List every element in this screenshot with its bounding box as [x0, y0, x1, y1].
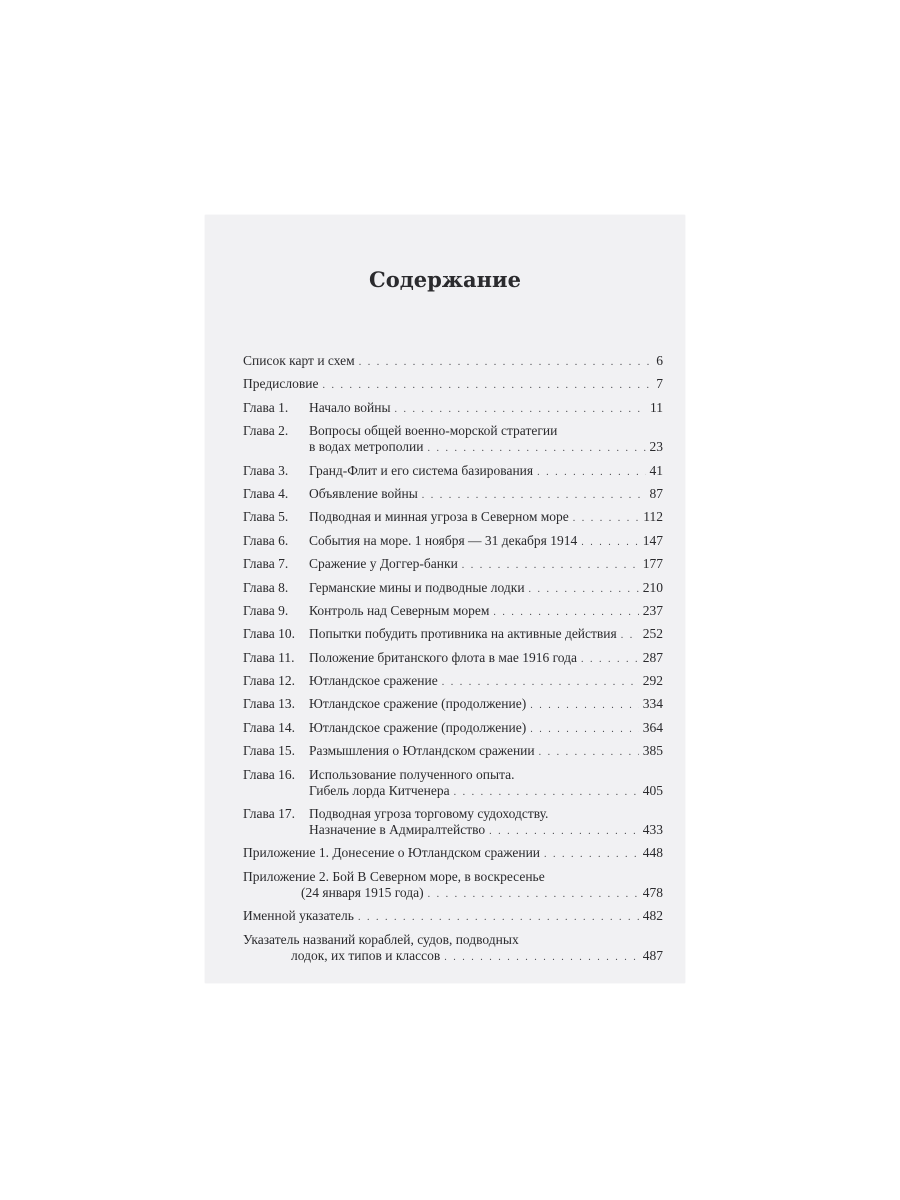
toc-page-number: 7 [656, 376, 663, 392]
toc-page-number: 252 [642, 626, 663, 642]
toc-entry-title: Вопросы общей военно-морской стратегии [309, 423, 558, 439]
toc-entry-title: Приложение 1. Донесение о Ютландском сражении [243, 845, 541, 861]
chapter-label: Глава 16. [243, 766, 295, 782]
toc-entry-title: Размышления о Ютландском сражении [309, 743, 535, 759]
chapter-label: Глава 12. [243, 673, 295, 689]
toc-page-number: 405 [642, 782, 663, 798]
dot-leader [489, 824, 639, 840]
chapter-label: Глава 3. [243, 462, 289, 478]
chapter-label: Глава 11. [243, 649, 295, 665]
toc-entry-title-cont: в водах метрополии [309, 439, 424, 455]
toc-entry [243, 869, 663, 901]
toc-page-number: 11 [650, 399, 663, 415]
toc-entry [243, 932, 663, 964]
toc-page-number: 6 [656, 353, 663, 368]
toc-entry [243, 650, 663, 666]
toc-entry [243, 509, 663, 525]
toc-entry [243, 673, 663, 689]
toc-page-number: 147 [642, 532, 663, 548]
toc-entry-title: Ютландское сражение [309, 673, 438, 689]
dot-leader [395, 402, 646, 418]
toc-entry [243, 580, 663, 596]
dot-leader [427, 441, 645, 457]
toc-entry [243, 556, 663, 572]
dot-leader [358, 910, 639, 926]
table-of-contents [243, 353, 663, 971]
toc-entry-title-cont: лодок, их типов и классов [291, 947, 441, 963]
toc-entry-title: Объявление войны [309, 485, 418, 501]
toc-entry-title: Ютландское сражение (продолжение) [309, 696, 527, 712]
toc-entry-title: Приложение 2. Бой В Северном море, в воскресенье [243, 868, 545, 884]
dot-leader [539, 745, 639, 761]
toc-entry [243, 696, 663, 712]
toc-entry-title: Указатель названий кораблей, судов, подводных [243, 931, 519, 947]
chapter-label: Глава 13. [243, 696, 295, 712]
toc-entry-title: Список карт и схем [243, 353, 355, 368]
toc-page-number: 364 [642, 719, 663, 735]
toc-entry-title: Использование полученного опыта. [309, 766, 515, 782]
toc-page-number: 41 [649, 462, 663, 478]
dot-leader [544, 847, 639, 863]
toc-entry [243, 743, 663, 759]
toc-entry-title: Гранд-Флит и его система базирования [309, 462, 534, 478]
toc-entry [243, 767, 663, 799]
toc-entry-title-cont: (24 января 1915 года) [301, 884, 424, 900]
toc-entry [243, 626, 663, 642]
toc-entry [243, 720, 663, 736]
chapter-label: Глава 1. [243, 399, 289, 415]
chapter-label: Глава 2. [243, 423, 289, 439]
dot-leader [529, 582, 639, 598]
toc-entry-title: Контроль над Северным морем [309, 602, 490, 618]
toc-page-number: 87 [649, 485, 663, 501]
chapter-label: Глава 10. [243, 626, 295, 642]
toc-entry-title: Положение британского флота в мае 1916 года [309, 649, 578, 665]
toc-entry-title-cont: Назначение в Адмиралтейство [309, 822, 486, 838]
dot-leader [322, 378, 652, 394]
toc-entry [243, 603, 663, 619]
chapter-label: Глава 6. [243, 532, 289, 548]
toc-page-number: 177 [642, 556, 663, 572]
toc-page-number: 287 [642, 649, 663, 665]
chapter-label: Глава 14. [243, 719, 295, 735]
page-title: Содержание [369, 267, 521, 292]
dot-leader [444, 950, 639, 966]
dot-leader [454, 785, 639, 801]
toc-entry [243, 353, 663, 369]
toc-page-number: 482 [642, 908, 663, 924]
dot-leader [537, 465, 645, 481]
toc-page-number: 237 [642, 602, 663, 618]
dot-leader [530, 698, 639, 714]
dot-leader [581, 652, 639, 668]
dot-leader [442, 675, 639, 691]
toc-page-number: 112 [643, 509, 663, 525]
toc-entry [243, 376, 663, 392]
toc-entry [243, 400, 663, 416]
dot-leader [621, 628, 639, 644]
toc-page-number: 433 [642, 822, 663, 838]
toc-entry-title: Германские мины и подводные лодки [309, 579, 525, 595]
dot-leader [530, 722, 639, 738]
toc-entry-title: Именной указатель [243, 908, 354, 924]
toc-entry [243, 423, 663, 455]
toc-page-number: 487 [642, 947, 663, 963]
book-page [205, 215, 685, 983]
toc-entry [243, 486, 663, 502]
toc-page-number: 292 [642, 673, 663, 689]
toc-entry-title: Подводная и минная угроза в Северном море [309, 509, 569, 525]
dot-leader [428, 887, 639, 903]
toc-entry [243, 908, 663, 924]
toc-entry-title: События на море. 1 ноября — 31 декабря 1914 [309, 532, 578, 548]
chapter-label: Глава 4. [243, 485, 289, 501]
toc-page-number: 385 [642, 743, 663, 759]
toc-entry [243, 463, 663, 479]
toc-entry-title: Начало войны [309, 399, 391, 415]
chapter-label: Глава 8. [243, 579, 289, 595]
toc-entry [243, 806, 663, 838]
toc-entry [243, 845, 663, 861]
toc-entry-title: Ютландское сражение (продолжение) [309, 719, 527, 735]
toc-page-number: 334 [642, 696, 663, 712]
toc-page-number: 210 [642, 579, 663, 595]
chapter-label: Глава 5. [243, 509, 289, 525]
chapter-label: Глава 7. [243, 556, 289, 572]
dot-leader [422, 488, 646, 504]
dot-leader [359, 355, 653, 371]
toc-entry-title: Попытки побудить противника на активные действия [309, 626, 617, 642]
dot-leader [493, 605, 638, 621]
toc-entry-title: Предисловие [243, 376, 319, 392]
toc-entry-title: Подводная угроза торговому судоходству. [309, 806, 549, 822]
toc-entry-title: Сражение у Доггер-банки [309, 556, 458, 572]
chapter-label: Глава 15. [243, 743, 295, 759]
dot-leader [462, 558, 639, 574]
toc-entry [243, 533, 663, 549]
chapter-label: Глава 9. [243, 602, 289, 618]
toc-page-number: 448 [642, 845, 663, 861]
toc-entry-title-cont: Гибель лорда Китченера [309, 782, 450, 798]
toc-page-number: 478 [642, 884, 663, 900]
dot-leader [573, 511, 639, 527]
chapter-label: Глава 17. [243, 806, 295, 822]
toc-page-number: 23 [649, 439, 663, 455]
dot-leader [581, 535, 639, 551]
